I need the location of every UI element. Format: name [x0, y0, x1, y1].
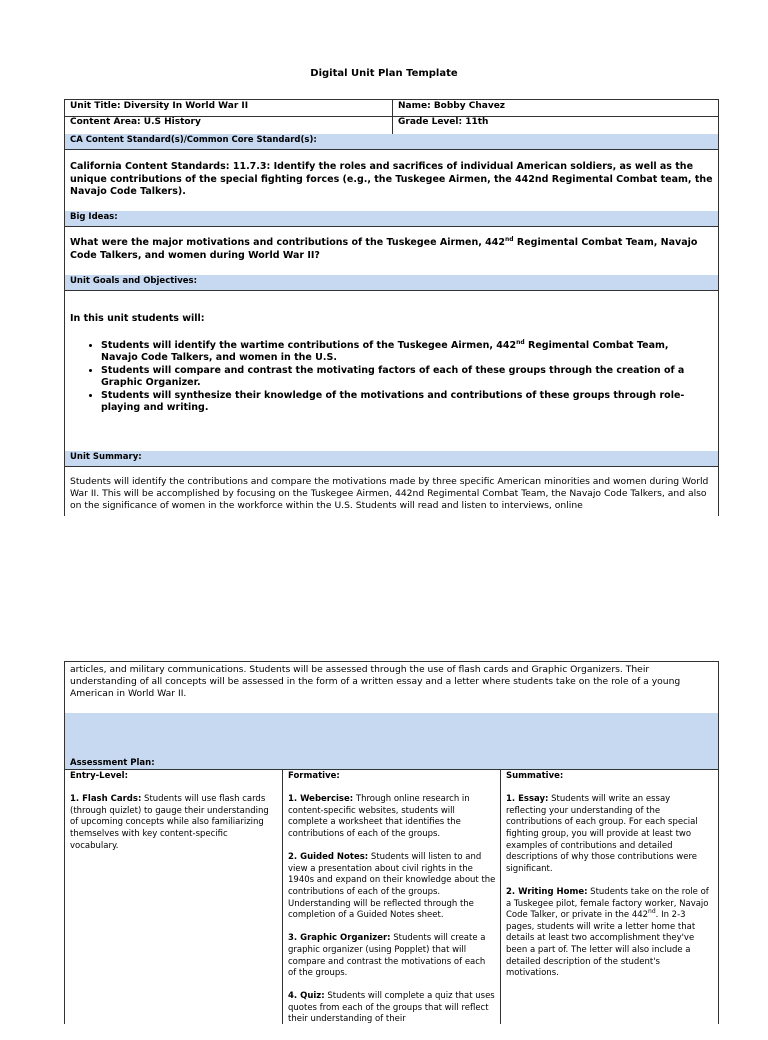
summary-body-page2: [64, 661, 719, 714]
goals-intro: In this unit students will:: [70, 313, 205, 324]
goal-item: • Students will synthesize their knowledge of the motivations and contributions of these groups through role-playing and writing.: [101, 390, 704, 415]
summative-item2-part2: . In 2-3 pages, students will write a letter home that details at least two accomplishment they've been a part of. The letter will also include a detailed description of the student's motivations.: [506, 910, 696, 979]
standards-header: [64, 134, 719, 150]
entry-item1-text: Students will use flash cards (through quizlet) to gauge their understanding of upcoming concepts while also familiarizing themselves with key content-specific vocabulary.: [70, 794, 269, 851]
summative-item1-title: 1. Essay:: [506, 794, 549, 805]
assessment-header-label: Assessment Plan:: [70, 758, 155, 768]
formative-item2-text: Students will listen to and view a presentation about civil rights in the 1940s and expand on their knowledge about the contributions of each of the groups. Understanding will be reflected through the completion of a Guided Notes sheet.: [288, 852, 496, 921]
grade-level: Grade Level: 11th: [398, 117, 489, 127]
teacher-name: Name: Bobby Chavez: [398, 101, 506, 111]
formative-item2-title: 2. Guided Notes:: [288, 852, 369, 863]
content-area-cell: [64, 116, 393, 135]
formative-heading: Formative:: [288, 771, 340, 781]
big-ideas-part2: Regimental Combat Team, Navajo Code Talkers, and women during World War II?: [70, 237, 698, 261]
summary-text-page2: articles, and military communications. Students will be assessed through the use of flash cards and Graphic Organizers. Their understanding of all concepts will be assessed in the form of a written essay and a letter where students take on the role of a young American in World War II.: [70, 664, 681, 700]
formative-item3-text: Students will create a graphic organizer (using Popplet) that will compare and contrast the motivations of each of the groups.: [288, 933, 486, 979]
goal-item: [101, 340, 704, 365]
goals-header-label: Unit Goals and Objectives:: [70, 276, 197, 286]
unit-title: Unit Title: Diversity In World War II: [70, 101, 249, 111]
formative-item1-title: 1. Webercise:: [288, 794, 354, 805]
big-ideas-text: [65, 226, 718, 262]
unit-title-cell: [64, 99, 393, 117]
standards-body: [64, 149, 719, 212]
summative-item: [506, 794, 713, 875]
formative-item: [288, 991, 496, 1026]
standards-text: California Content Standards: 11.7.3: Identify the roles and sacrifices of individual American soldiers, as well as the unique contributions of the special fighting forces (e.g., the Tuskegee Airmen, the 442nd Regimental Combat team, the Navajo Code Talkers).: [70, 161, 713, 197]
grade-level-cell: [392, 116, 719, 135]
summary-header-label: Unit Summary:: [70, 452, 142, 462]
formative-column: [282, 769, 501, 1024]
entry-item1-title: 1. Flash Cards:: [70, 794, 142, 805]
summative-item1-text: Students will write an essay reflecting your understanding of the contributions of each group. For each special fighting group, you will provide at least two examples of contributions and detailed descriptions of why those contributions were significant.: [506, 794, 698, 874]
summative-item: [506, 887, 713, 980]
big-ideas-header: [64, 211, 719, 227]
summative-item2-part1: Students take on the role of a Tuskegee pilot, female factory worker, Navajo Code Talker, or private in the 442: [506, 886, 709, 921]
entry-item: [70, 794, 278, 852]
formative-item4-title: 4. Quiz:: [288, 991, 325, 1002]
entry-heading: Entry-Level:: [70, 771, 128, 781]
summary-header: [64, 451, 719, 467]
goals-list: [65, 340, 718, 415]
big-ideas-body: [64, 226, 719, 276]
goals-body: [64, 290, 719, 452]
entry-level-column: [64, 769, 283, 1024]
formative-item: [288, 794, 496, 840]
summary-text-page1: Students will identify the contributions and compare the motivations made by three specific American minorities and women during World War II. This will be accomplished by focusing on the Tuskegee Airmen, 442nd Regimental Combat Team, the Navajo Code Talkers, and also on the significance of women in the workforce within the U.S. Students will read and listen to interviews, online: [70, 476, 709, 512]
summative-item2-title: 2. Writing Home:: [506, 886, 588, 897]
goal1-part2: Regimental Combat Team, Navajo Code Talkers, and women in the U.S.: [101, 339, 669, 363]
goal1-part1: Students will identify the wartime contributions of the Tuskegee Airmen, 442: [101, 339, 517, 351]
goals-header: [64, 275, 719, 291]
summative-heading: Summative:: [506, 771, 564, 781]
standards-header-label: CA Content Standard(s)/Common Core Standard(s):: [70, 135, 317, 145]
formative-item: [288, 852, 496, 922]
big-ideas-header-label: Big Ideas:: [70, 212, 118, 222]
summary-body-page1: [64, 466, 719, 516]
content-area: Content Area: U.S History: [70, 117, 201, 127]
formative-item4-text: Students will complete a quiz that uses quotes from each of the groups that will reflect their understanding of their: [288, 991, 495, 1025]
formative-item3-title: 3. Graphic Organizer:: [288, 933, 391, 944]
big-ideas-sup: nd: [505, 235, 514, 243]
big-ideas-part1: What were the major motivations and contributions of the Tuskegee Airmen, 442: [70, 237, 505, 248]
name-cell: [392, 99, 719, 117]
page-title: Digital Unit Plan Template: [310, 68, 458, 79]
goal1-sup: nd: [516, 338, 525, 346]
assessment-header: [64, 713, 719, 770]
assessment-columns-top-rule: [64, 769, 719, 770]
formative-item: [288, 933, 496, 979]
goal-item: • Students will compare and contrast the motivating factors of each of these groups through the creation of a Graphic Organizer.: [101, 365, 704, 390]
formative-item1-text: Through online research in content-specific websites, students will complete a worksheet that identifies the contributions of each of the groups.: [288, 794, 470, 839]
summative-item2-sup: nd: [648, 908, 656, 916]
summative-column: [500, 769, 719, 1024]
